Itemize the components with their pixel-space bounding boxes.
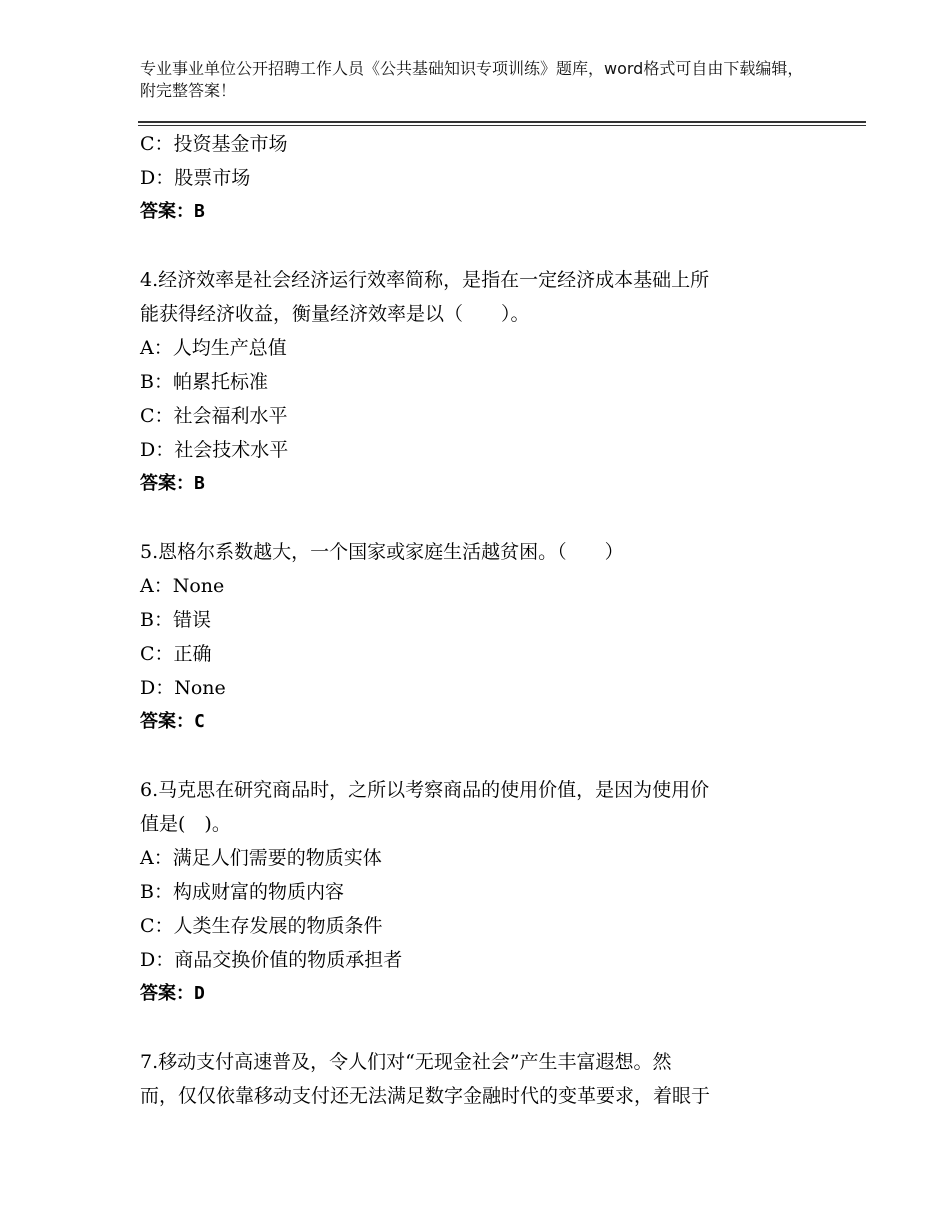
option-a: A：满足人们需要的物质实体 (140, 847, 382, 869)
option-b: B：错误 (140, 609, 211, 631)
option-c: C：正确 (140, 643, 212, 665)
question-3 (140, 127, 800, 229)
question-6 (140, 773, 800, 1011)
option-d: D：商品交换价值的物质承担者 (140, 949, 403, 971)
option-c: C：投资基金市场 (140, 133, 288, 155)
option-a: A：None (140, 575, 225, 597)
header-rule-thick (138, 121, 866, 123)
answer-label: 答案：D (140, 983, 205, 1004)
question-stem: 6.马克思在研究商品时，之所以考察商品的使用价值，是因为使用价 (140, 779, 710, 801)
question-stem: 4.经济效率是社会经济运行效率简称，是指在一定经济成本基础上所 (140, 269, 710, 291)
option-b: B：帕累托标准 (140, 371, 268, 393)
question-4 (140, 263, 800, 501)
question-5 (140, 535, 800, 739)
question-stem: 7.移动支付高速普及，令人们对“无现金社会”产生丰富遐想。然 (140, 1051, 672, 1073)
document-header: 专业事业单位公开招聘工作人员《公共基础知识专项训练》题库，word格式可自由下载编辑，附完整答案！ (140, 59, 804, 100)
question-stem: 能获得经济收益，衡量经济效率是以（ ）。 (140, 303, 530, 325)
answer-label: 答案：C (140, 711, 205, 732)
option-d: D：None (140, 677, 226, 699)
question-stem: 值是( )。 (140, 813, 231, 835)
option-c: C：社会福利水平 (140, 405, 288, 427)
answer-label: 答案：B (140, 473, 205, 494)
option-d: D：股票市场 (140, 167, 251, 189)
option-a: A：人均生产总值 (140, 337, 287, 359)
question-stem: 而，仅仅依靠移动支付还无法满足数字金融时代的变革要求，着眼于 (140, 1085, 711, 1107)
option-d: D：社会技术水平 (140, 439, 289, 461)
question-list (140, 127, 800, 1113)
answer-label: 答案：B (140, 201, 205, 222)
question-7 (140, 1045, 800, 1113)
option-c: C：人类生存发展的物质条件 (140, 915, 383, 937)
header-rule-thin (138, 125, 866, 126)
option-b: B：构成财富的物质内容 (140, 881, 344, 903)
question-stem: 5.恩格尔系数越大，一个国家或家庭生活越贫困。（ ） (140, 541, 624, 563)
